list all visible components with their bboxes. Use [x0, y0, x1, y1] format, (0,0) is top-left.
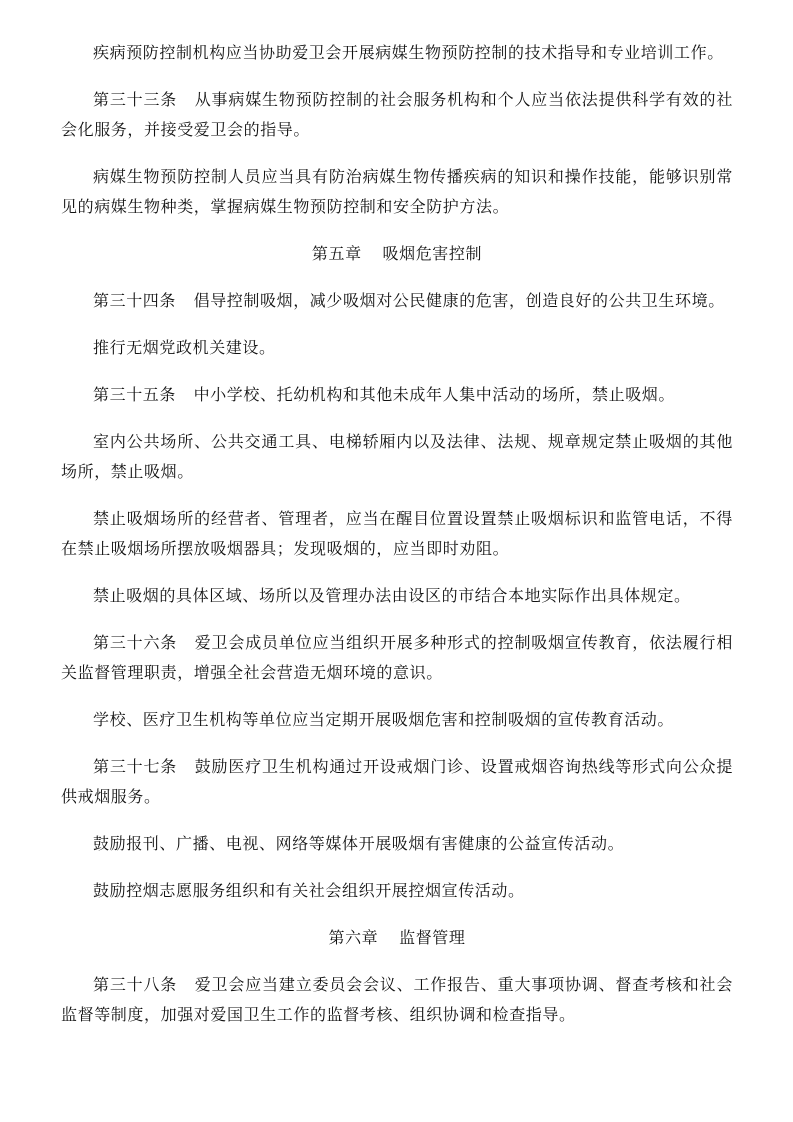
paragraph-text: 病媒生物预防控制人员应当具有防治病媒生物传播疾病的知识和操作技能，能够识别常见的病媒生物种类，掌握病媒生物预防控制和安全防护方法。	[61, 167, 733, 216]
article-number: 第三十四条	[93, 291, 177, 310]
chapter-number: 第五章	[311, 244, 362, 263]
paragraph-text: 疾病预防控制机构应当协助爱卫会开展病媒生物预防控制的技术指导和专业培训工作。	[93, 43, 724, 62]
paragraph-text: 鼓励医疗卫生机构通过开设戒烟门诊、设置戒烟咨询热线等形式向公众提供戒烟服务。	[61, 757, 733, 806]
article-33	[61, 85, 733, 145]
chapter-title: 吸烟危害控制	[382, 244, 483, 263]
article-number: 第三十八条	[93, 975, 178, 994]
document-body	[61, 38, 733, 1047]
paragraph	[61, 162, 733, 222]
paragraph-text: 倡导控制吸烟，减少吸烟对公民健康的危害，创造良好的公共卫生环境。	[193, 291, 725, 310]
article-34	[61, 286, 733, 316]
paragraph	[61, 705, 733, 735]
article-37	[61, 752, 733, 812]
article-number: 第三十六条	[93, 633, 178, 652]
article-number: 第三十三条	[93, 90, 178, 109]
paragraph	[61, 38, 733, 68]
article-number: 第三十五条	[93, 385, 177, 404]
chapter-title: 监督管理	[399, 928, 466, 947]
paragraph-text: 室内公共场所、公共交通工具、电梯轿厢内以及法律、法规、规章规定禁止吸烟的其他场所，禁止吸烟。	[61, 432, 733, 481]
paragraph	[61, 333, 733, 363]
paragraph-text: 鼓励控烟志愿服务组织和有关社会组织开展控烟宣传活动。	[93, 881, 525, 900]
chapter-heading-5	[61, 239, 733, 269]
article-35	[61, 380, 733, 410]
paragraph-text: 禁止吸烟的具体区域、场所以及管理办法由设区的市结合本地实际作出具体规定。	[93, 586, 691, 605]
paragraph	[61, 581, 733, 611]
paragraph-text: 从事病媒生物预防控制的社会服务机构和个人应当依法提供科学有效的社会化服务，并接受爱卫会的指导。	[61, 90, 733, 139]
article-36	[61, 628, 733, 688]
paragraph	[61, 427, 733, 487]
article-number: 第三十七条	[93, 757, 178, 776]
paragraph-text: 爱卫会应当建立委员会会议、工作报告、重大事项协调、督查考核和社会监督等制度，加强对爱国卫生工作的监督考核、组织协调和检查指导。	[61, 975, 733, 1024]
paragraph	[61, 829, 733, 859]
paragraph	[61, 876, 733, 906]
paragraph-text: 推行无烟党政机关建设。	[93, 338, 276, 357]
paragraph-text: 学校、医疗卫生机构等单位应当定期开展吸烟危害和控制吸烟的宣传教育活动。	[93, 710, 675, 729]
paragraph-text: 中小学校、托幼机构和其他未成年人集中活动的场所，禁止吸烟。	[193, 385, 676, 404]
paragraph	[61, 504, 733, 564]
chapter-heading-6	[61, 923, 733, 953]
paragraph-text: 爱卫会成员单位应当组织开展多种形式的控制吸烟宣传教育，依法履行相关监督管理职责，增强全社会营造无烟环境的意识。	[61, 633, 733, 682]
chapter-number: 第六章	[328, 928, 379, 947]
article-38	[61, 970, 733, 1030]
paragraph-text: 鼓励报刊、广播、电视、网络等媒体开展吸烟有害健康的公益宣传活动。	[93, 834, 625, 853]
paragraph-text: 禁止吸烟场所的经营者、管理者，应当在醒目位置设置禁止吸烟标识和监管电话，不得在禁止吸烟场所摆放吸烟器具；发现吸烟的，应当即时劝阻。	[61, 509, 733, 558]
